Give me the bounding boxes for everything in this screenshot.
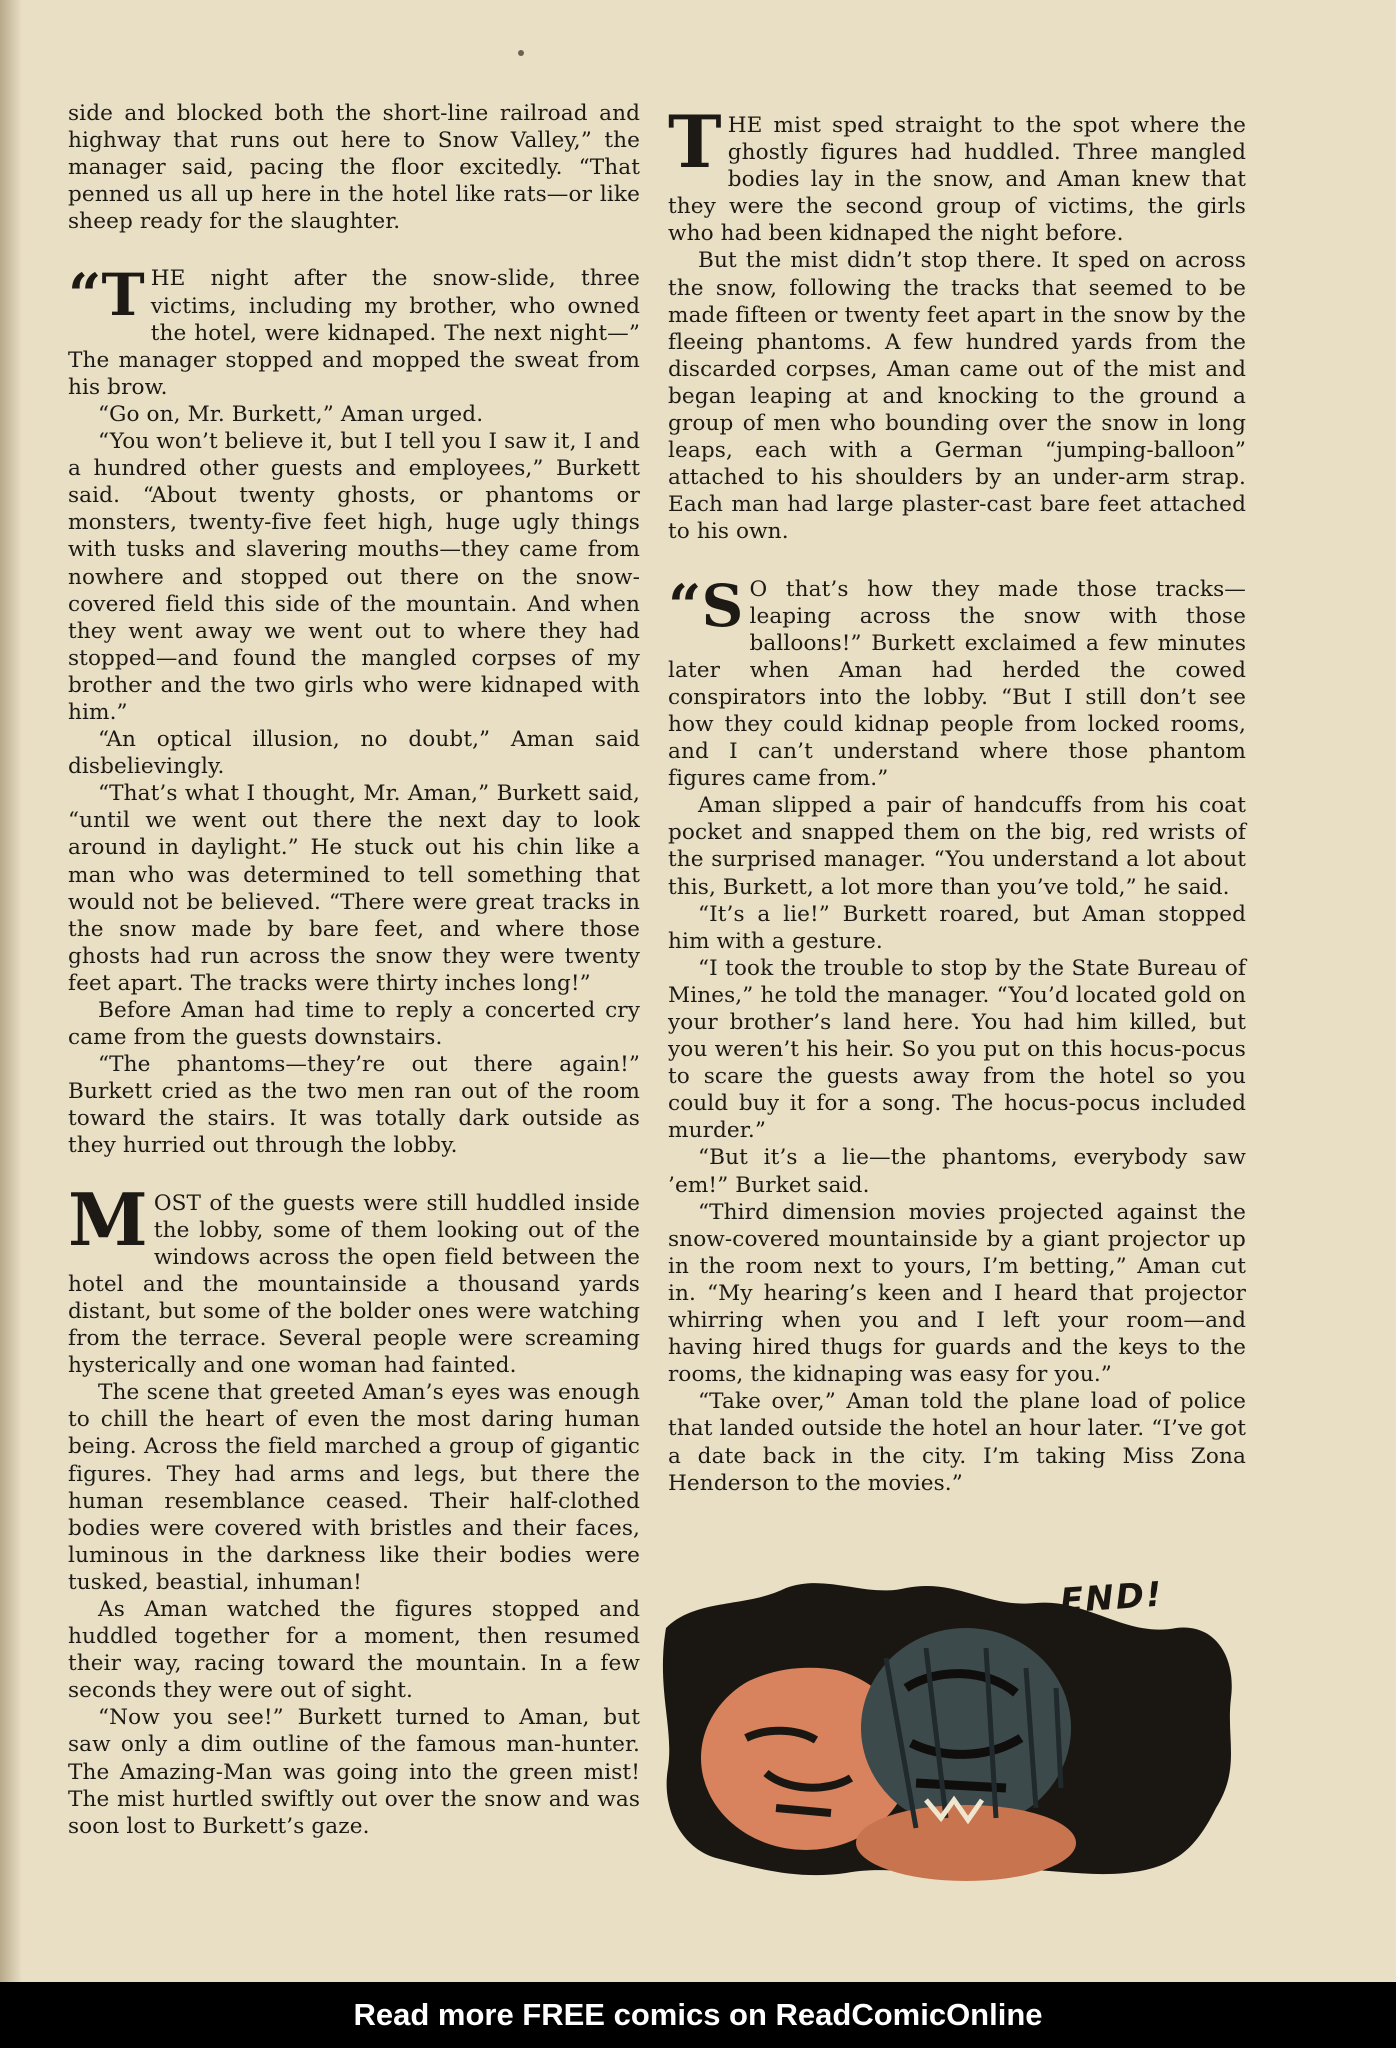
footer-link[interactable]: Read more FREE comics on ReadComicOnline	[353, 1997, 1043, 2032]
drop-cap: M	[68, 1176, 148, 1262]
right-text-column	[668, 99, 1246, 1497]
left-text-column	[68, 100, 640, 1840]
paragraph: side and blocked both the short-line railroad and highway that runs out here to Snow Valley,” the manager said, pacing the floor excitedly. “That penned us all up here in the hotel like rats—or like sheep ready for the slaughter.	[68, 101, 640, 235]
paragraph: “It’s a lie!” Burkett roared, but Aman stopped him with a gesture.	[668, 901, 1246, 954]
paragraph: MOST of the guests were still huddled inside the lobby, some of them looking out of the windows across the open field between the hotel and the mountainside a thousand yards distant, but some of the bolder ones were watching from the terrace. Several people were screaming hysterically and one woman had fainted.	[68, 1176, 640, 1379]
end-illustration	[656, 1568, 1244, 1884]
paragraph: “Now you see!” Burkett turned to Aman, but saw only a dim outline of the famous man-hunter. The Amazing-Man was going into the green mist! The mist hurtled swiftly out over the snow and was soon lost to Burkett’s gaze.	[68, 1705, 640, 1839]
paragraph: Before Aman had time to reply a concerted cry came from the guests downstairs.	[68, 998, 640, 1051]
paragraph: The scene that greeted Aman’s eyes was enough to chill the heart of even the most daring human being. Across the field marched a group of gigantic figures. They had arms and legs, but there the human resemblance ceased. Their half-clothed bodies were covered with bristles and their faces, luminous in the darkness like their bodies were tusked, beastial, inhuman!	[68, 1380, 640, 1595]
drop-cap: “T	[68, 261, 145, 330]
paragraph: “Take over,” Aman told the plane load of police that landed outside the hotel an hour later. “I’ve got a date back in the city. I’m taking Miss Zona Henderson to the movies.”	[668, 1389, 1246, 1496]
paragraph: “Third dimension movies projected against the snow-covered mountainside by a giant projector up in the room next to yours, I’m betting,” Aman cut in. “My hearing’s keen and I heard that projector whirring when you and I left your room—and having hired thugs for guards and the keys to the rooms, the kidnaping was easy for you.”	[668, 1199, 1246, 1388]
drop-cap: T	[668, 99, 722, 184]
paragraph: “THE night after the snow-slide, three victims, including my brother, who owned the hotel, were kidnaped. The next night—” The manager stopped and mopped the sweat from his brow.	[68, 261, 640, 400]
paragraph: “The phantoms—they’re out there again!” Burkett cried as the two men ran out of the room toward the stairs. It was totally dark outside as they hurried out through the lobby.	[68, 1052, 640, 1159]
paragraph: Aman slipped a pair of handcuffs from his coat pocket and snapped them on the big, red wrists of the surprised manager. “You understand a lot about this, Burkett, a lot more than you’ve told,” he said.	[668, 793, 1246, 900]
face-right	[861, 1628, 1071, 1828]
paragraph: “That’s what I thought, Mr. Aman,” Burkett said, “until we went out there the next day to look around in daylight.” He stuck out his chin like a man who was determined to tell something that would not be believed. “There were great tracks in the snow made by bare feet, and where those ghosts had run across the snow they were twenty feet apart. The tracks were thirty inches long!”	[68, 781, 640, 996]
paragraph: “An optical illusion, no doubt,” Aman said disbelievingly.	[68, 727, 640, 780]
page-mark	[518, 50, 524, 56]
paragraph: “You won’t believe it, but I tell you I saw it, I and a hundred other guests and employees,” Burkett said. “About twenty ghosts, or phantoms or monsters, twenty-five feet high, huge ugly things with tusks and slavering mouths—they came from nowhere and stopped out there on the snow-covered field this side of the mountain. And when they went away we went out to where they had stopped—and found the mangled corpses of my brother and the two girls who were kidnaped with him.”	[68, 429, 641, 725]
end-label: END!	[1058, 1574, 1165, 1622]
paragraph: “But it’s a lie—the phantoms, everybody saw ’em!” Burket said.	[668, 1145, 1246, 1198]
paragraph: THE mist sped straight to the spot where the ghostly figures had huddled. Three mangled bodies lay in the snow, and Aman knew that they were the second group of victims, the girls who had been kidnaped the night before.	[668, 99, 1246, 247]
paragraph: As Aman watched the figures stopped and huddled together for a moment, then resumed their way, racing toward the mountain. In a few seconds they were out of sight.	[68, 1596, 640, 1704]
paragraph: “I took the trouble to stop by the State Bureau of Mines,” he told the manager. “You’d located gold on your brother’s land here. You had him killed, but you weren’t his heir. So you put on this hocus-pocus to scare the guests away from the hotel so you could buy it for a song. The hocus-pocus included murder.”	[668, 955, 1246, 1144]
drop-cap: “S	[668, 571, 744, 640]
paragraph: “Go on, Mr. Burkett,” Aman urged.	[98, 401, 484, 427]
paragraph: But the mist didn’t stop there. It sped on across the snow, following the tracks that seemed to be made fifteen or twenty feet apart in the snow by the fleeing phantoms. A few hundred yards from the discarded corpses, Aman came out of the mist and began leaping at and knocking to the ground a group of men who bounding over the snow in long leaps, each with a German “jumping-balloon” attached to his shoulders by an under-arm strap. Each man had large plaster-cast bare feet attached to his own.	[668, 248, 1246, 545]
paragraph: “S O that’s how they made those tracks—leaping across the snow with those balloons!” Burkett exclaimed a few minutes later when Aman had herded the cowed conspirators into the lobby. “But I still don’t see how they could kidnap people from locked rooms, and I can’t understand where those phantom figures came from.”	[668, 571, 1246, 792]
footer-banner[interactable]	[0, 1982, 1396, 2048]
